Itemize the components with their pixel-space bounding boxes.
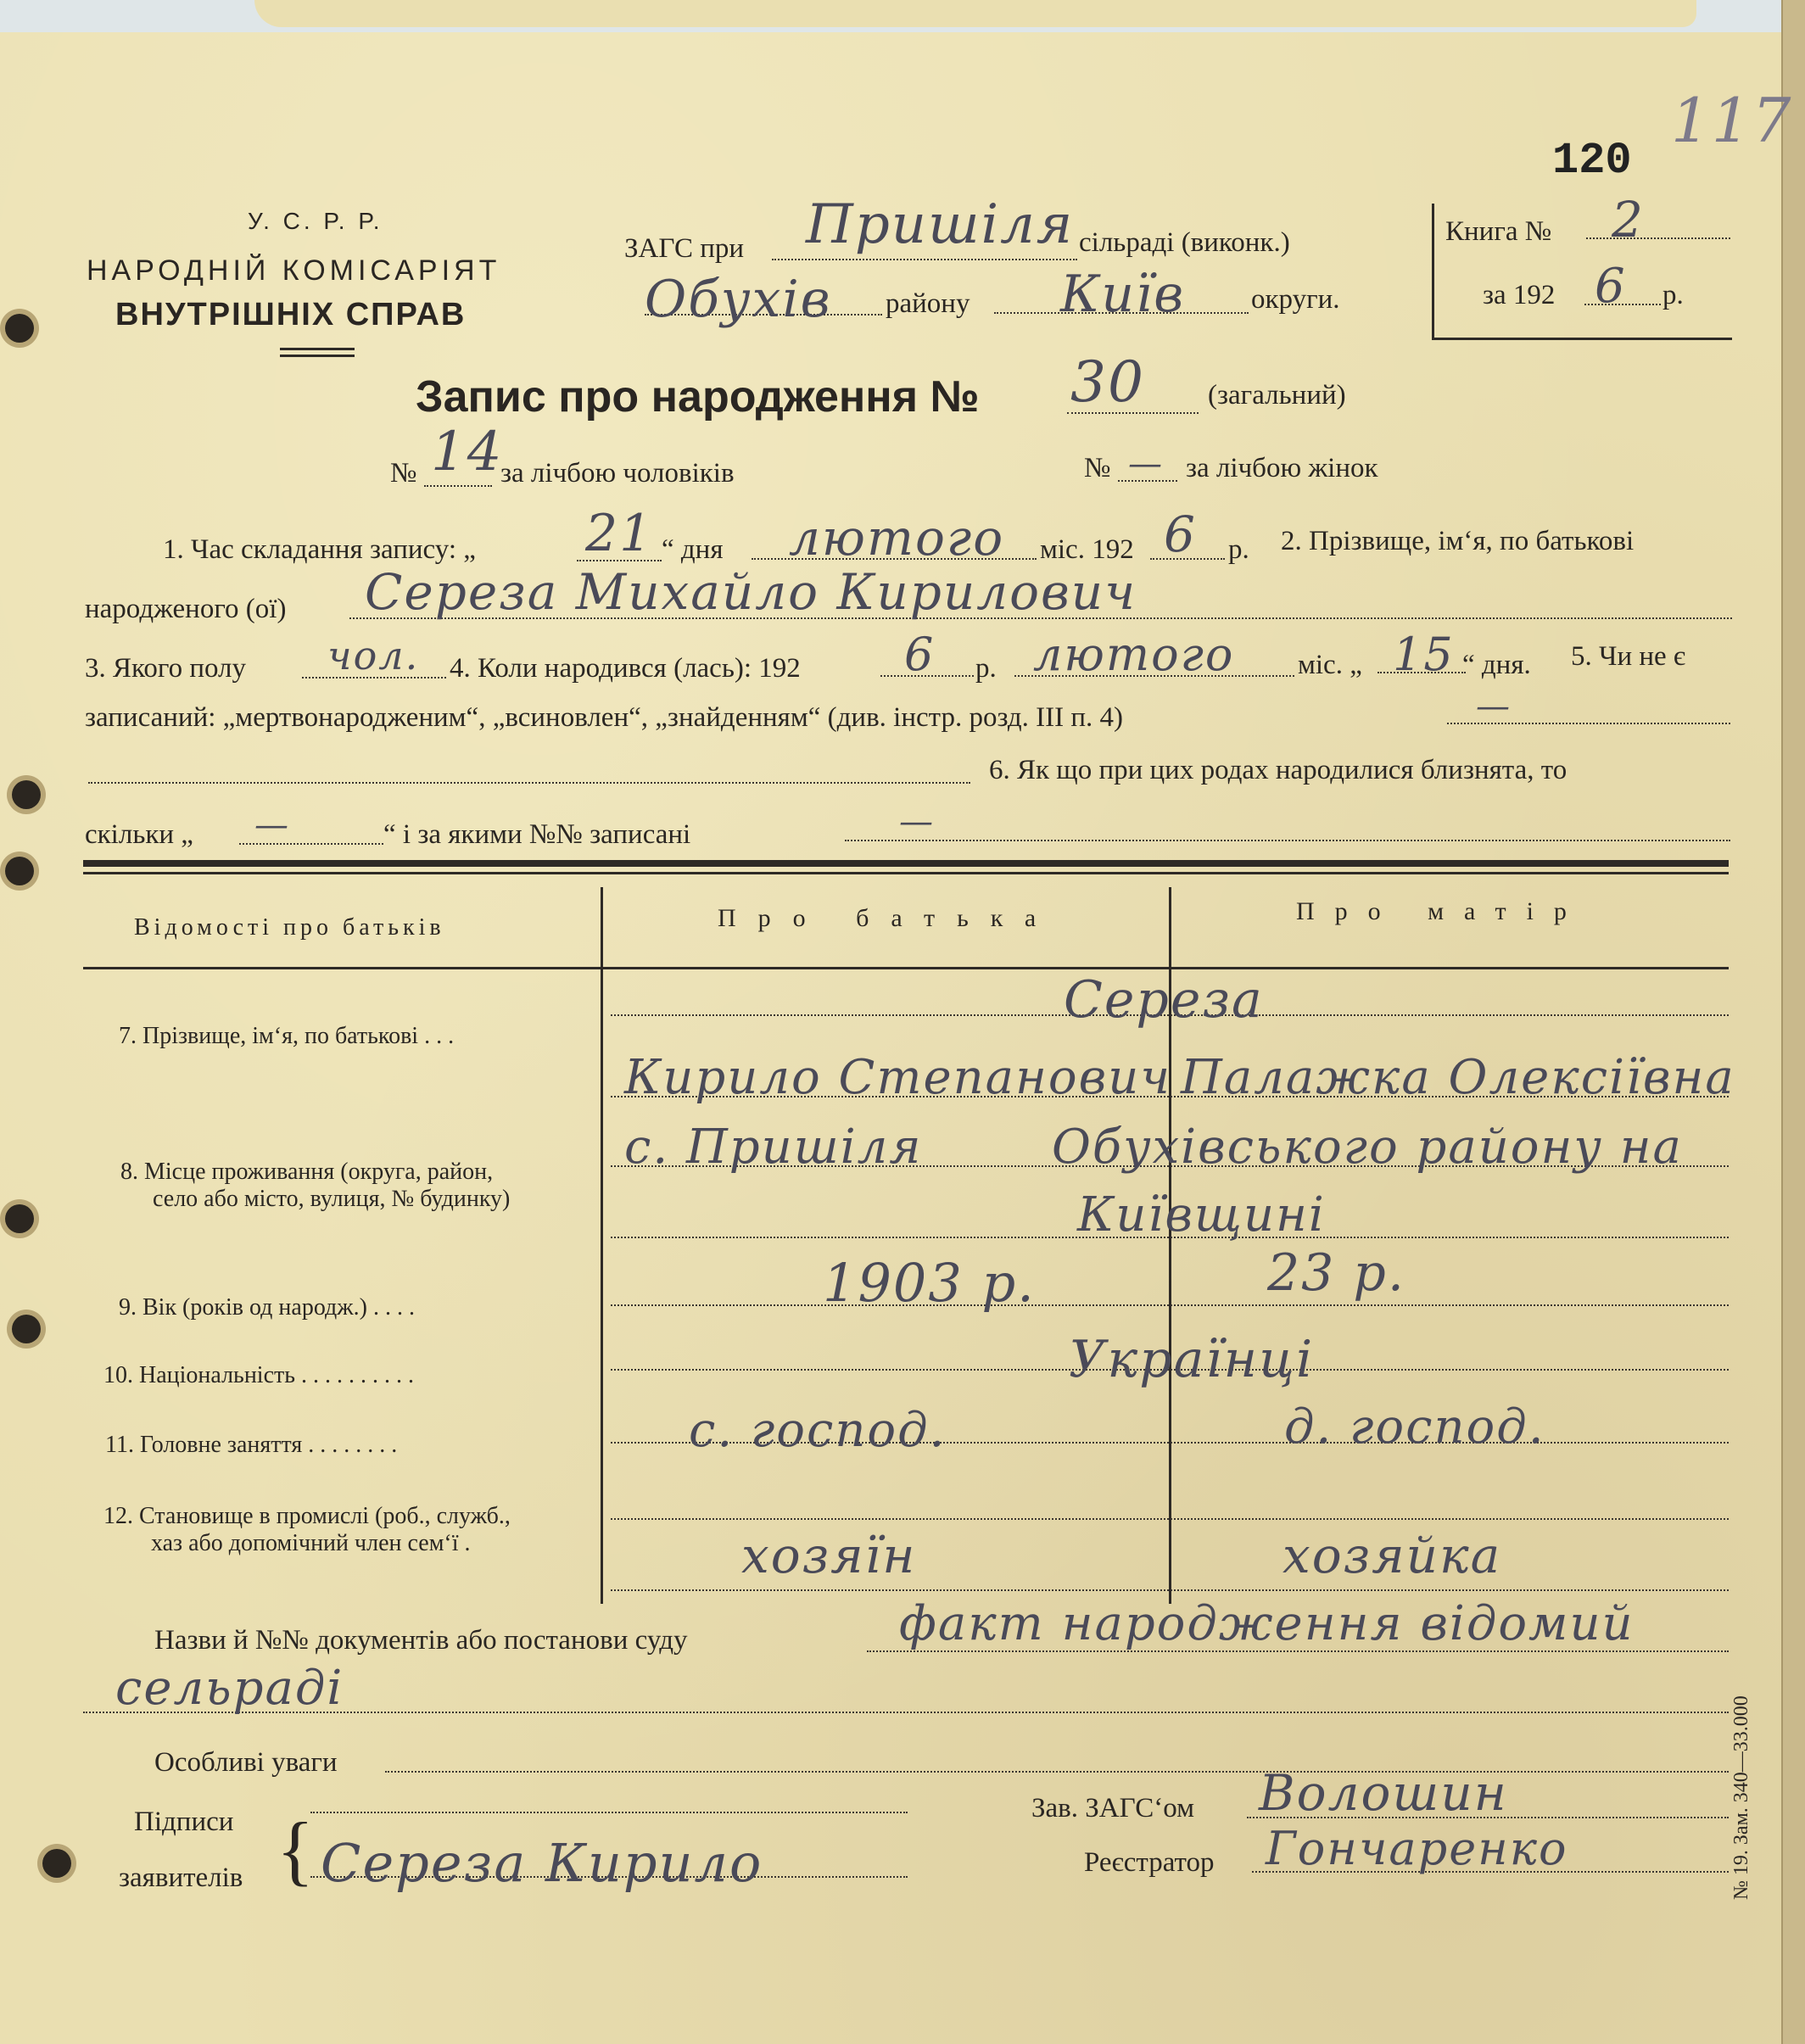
field6-numbers-line [845, 840, 1730, 841]
binding-hole [5, 1204, 34, 1233]
zags-label: ЗАГС при [624, 233, 745, 264]
table-header-parents: Відомості про батьків [134, 914, 445, 941]
mother-name: Палажка Олексіївна [1181, 1050, 1735, 1105]
okrug-label: округи. [1251, 284, 1340, 315]
registrar-label: Реєстратор [1084, 1847, 1215, 1878]
remarks-label: Особливі уваги [154, 1747, 338, 1778]
documents-label: Назви й №№ документів або постанови суду [154, 1625, 688, 1656]
field5-label: 5. Чи не є [1571, 641, 1686, 672]
field5-label-b: записаний: „мертвонародженим“, „всиновлен“, „знайденням“ (див. інстр. розд. III п. 4) [85, 702, 1124, 733]
parents-surname: Сереза [1064, 970, 1264, 1030]
silradi-label: сільраді (виконк.) [1079, 227, 1290, 258]
zags-value: Пришіля [806, 193, 1075, 256]
book-box-border [1432, 338, 1732, 340]
parents-nationality: Українці [1069, 1330, 1315, 1389]
field1-day: 21 [585, 504, 654, 563]
row9-label: 9. Вік (років од народж.) . . . . [119, 1294, 415, 1321]
field6-label: 6. Як що при цих родах народилися близнята, то [989, 755, 1568, 785]
field6-value: — [254, 806, 290, 845]
print-note: № 19. Зам. 340—33.000 [1730, 1695, 1752, 1900]
stamp-number: 120 [1552, 136, 1632, 186]
field4-day: 15 [1393, 628, 1455, 681]
book-line [1586, 237, 1730, 239]
row10-label: 10. Національність . . . . . . . . . . [103, 1362, 415, 1388]
table-header-father: Про батька [718, 904, 1059, 932]
child-name: Сереза Михайло Кирилович [365, 563, 1137, 621]
field6-label-c: “ і за якими №№ записані [383, 819, 691, 850]
field1-label: 1. Час складання запису: „ [163, 534, 476, 565]
child-sex: чол. [327, 633, 420, 679]
row12-label-b: хаз або допомічний член сем‘ї . [151, 1530, 471, 1556]
field4-month-suffix: міс. „ [1298, 650, 1362, 680]
field2-label: 2. Прізвище, ім‘я, по батькові [1281, 526, 1635, 556]
applicant-signature: Сереза Кирило [321, 1832, 763, 1894]
field4-month: лютого [1033, 628, 1235, 681]
remarks-line [385, 1771, 1729, 1773]
field1-year-suffix: р. [1228, 534, 1249, 565]
header-rule [280, 355, 355, 357]
field2-label-b: народженого (ої) [85, 594, 287, 624]
year-suffix: р. [1662, 280, 1684, 310]
binding-hole [5, 314, 34, 343]
applicants-label-a: Підписи [134, 1807, 234, 1837]
table-header-rule [83, 967, 1729, 969]
record-title-suffix: (загальний) [1208, 380, 1346, 410]
field4-day-suffix: “ дня. [1462, 650, 1531, 680]
men-count-label: за лічбою чоловіків [500, 458, 735, 489]
row12-label: 12. Становище в промислі (роб., служб., [103, 1503, 511, 1529]
father-age: 1903 р. [823, 1252, 1036, 1314]
documents-value-b: сельраді [115, 1661, 344, 1716]
mother-residence: Обухівського району на [1052, 1120, 1683, 1175]
binding-hole [5, 857, 34, 885]
field1-day-line [577, 560, 662, 561]
field1-month: лютого [789, 509, 1005, 567]
documents-value: факт народження відомий [899, 1596, 1635, 1651]
handwritten-folio-number: 117 [1671, 85, 1793, 156]
year-label: за 192 [1483, 280, 1556, 310]
record-number: 30 [1070, 349, 1145, 415]
field1-year-label: міс. 192 [1040, 534, 1134, 565]
paper-top-edge [254, 0, 1696, 27]
binding-hole [12, 1315, 41, 1343]
record-title: Запис про народження № [416, 372, 980, 422]
field1-day-suffix: “ дня [662, 534, 724, 565]
mother-age: 23 р. [1267, 1243, 1405, 1303]
book-label: Книга № [1445, 216, 1552, 247]
table-row-line [611, 1589, 1729, 1591]
row8-label: 8. Місце проживання (округа, район, [120, 1159, 494, 1185]
field5-continuation-line [88, 782, 970, 784]
head-signature: Волошин [1259, 1764, 1508, 1822]
field4-year: 6 [904, 628, 936, 681]
head-label: Зав. ЗАГС‘ом [1031, 1793, 1195, 1823]
men-count-value: 14 [431, 421, 504, 483]
field6-label-b: скільки „ [85, 819, 193, 850]
okrug-value: Київ [1060, 265, 1186, 324]
book-value: 2 [1612, 191, 1645, 249]
applicants-line [310, 1812, 908, 1813]
field6-value-b: — [899, 802, 935, 841]
men-count-prefix: № [390, 458, 417, 489]
table-top-rule [83, 860, 1729, 867]
row7-label: 7. Прізвище, ім‘я, по батькові . . . [119, 1023, 455, 1049]
father-occupation: с. господ. [689, 1403, 947, 1458]
field1-year: 6 [1164, 505, 1197, 563]
field4-year-suffix: р. [975, 653, 997, 684]
district-label: району [886, 288, 970, 319]
row11-label: 11. Головне заняття . . . . . . . . [105, 1432, 398, 1458]
table-row-line [611, 1518, 1729, 1520]
registrar-signature: Гончаренко [1266, 1822, 1568, 1875]
commissariat-line1: НАРОДНІЙ КОМІСАРІЯТ [87, 254, 501, 287]
field3-label: 3. Якого полу [85, 653, 247, 684]
district-value: Обухів [645, 270, 832, 329]
table-header-mother: Про матір [1296, 897, 1587, 925]
binding-hole [42, 1849, 71, 1878]
women-count-label: за лічбою жінок [1186, 453, 1378, 483]
mother-occupation: д. господ. [1284, 1399, 1545, 1455]
commissariat-line2: ВНУТРІШНІХ СПРАВ [115, 297, 467, 332]
women-count-prefix: № [1084, 453, 1111, 483]
binding-hole [12, 780, 41, 809]
row8-label-b: село або місто, вулиця, № будинку) [153, 1186, 511, 1212]
header-rule [280, 348, 355, 350]
book-box-border [1432, 204, 1434, 339]
zags-line [772, 259, 1077, 260]
residence-region: Київщині [1077, 1187, 1326, 1243]
table-column-divider [601, 887, 603, 1604]
signatures-brace: { [277, 1807, 315, 1893]
table-row-line [611, 1304, 1729, 1306]
table-top-rule [83, 872, 1729, 874]
field4-label: 4. Коли народився (лась): 192 [450, 653, 801, 684]
father-name: Кирило Степанович [624, 1050, 1172, 1105]
field5-value: — [1476, 687, 1512, 726]
father-residence: с. Пришіля [624, 1120, 923, 1175]
year-value: 6 [1595, 259, 1627, 314]
women-count-value: — [1128, 444, 1164, 483]
applicants-label-b: заявителів [119, 1862, 243, 1893]
ussr-label: У. С. Р. Р. [248, 208, 383, 234]
father-status: хозяїн [741, 1527, 917, 1584]
mother-status: хозяйка [1282, 1527, 1502, 1584]
paper-stack-edge [1781, 0, 1805, 2044]
men-count-line [424, 485, 492, 487]
